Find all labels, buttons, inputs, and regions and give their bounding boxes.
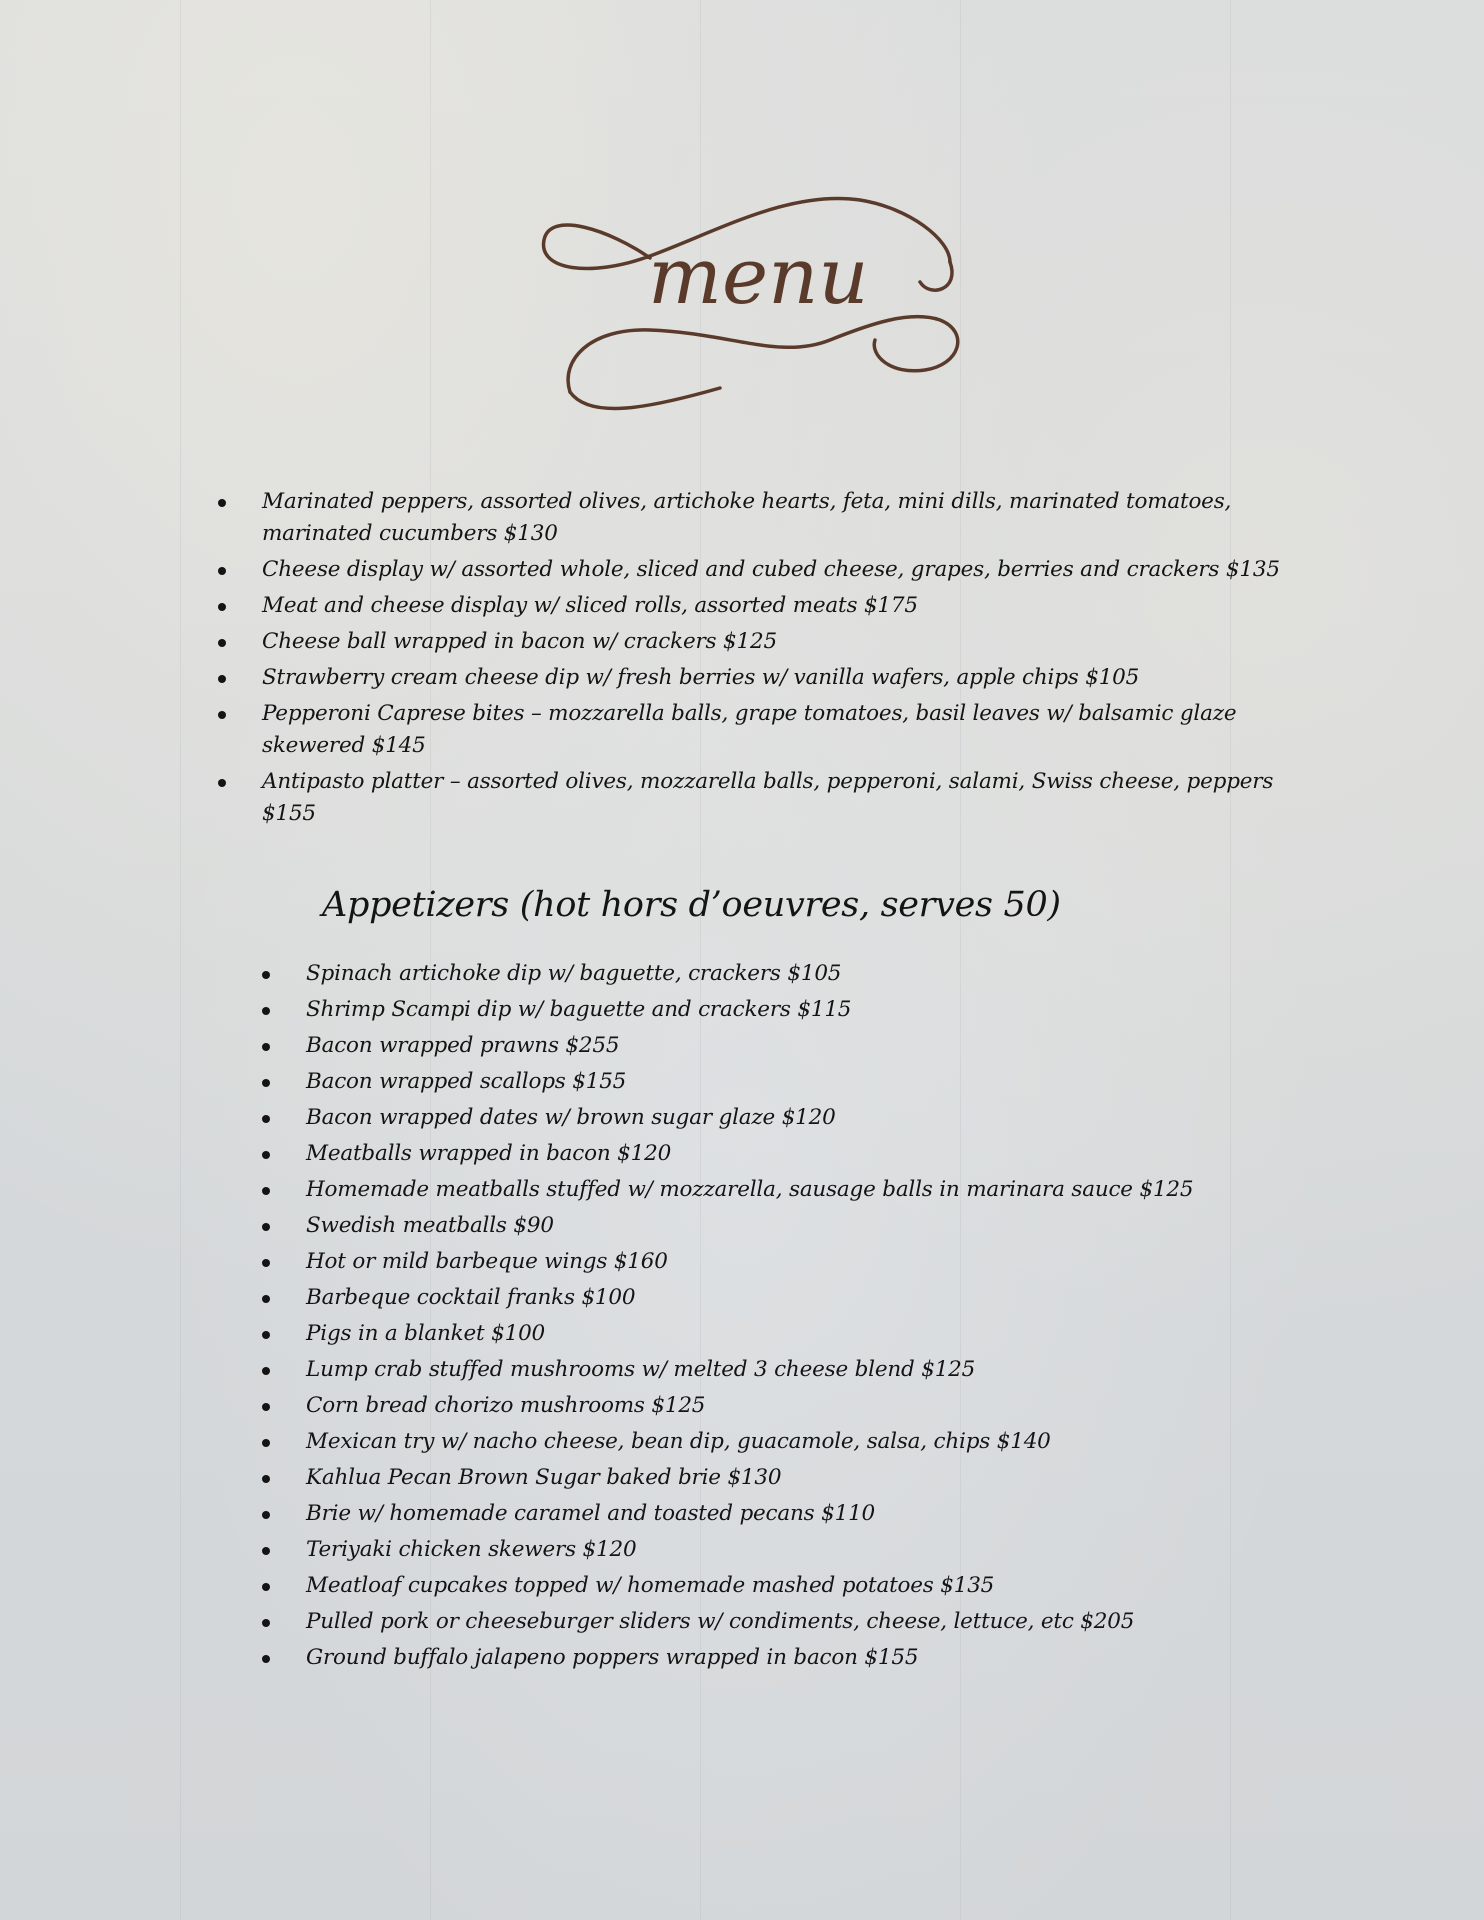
list-item: [258, 1354, 1318, 1386]
list-item: [258, 1102, 1318, 1134]
item-text: Spinach artichoke dip w/ baguette, crackers $105: [306, 961, 842, 986]
bullet-icon: [262, 1295, 270, 1303]
bullet-icon: [218, 779, 226, 787]
bullet-icon: [262, 971, 270, 979]
list-item: [214, 662, 1324, 694]
item-text: Meatballs wrapped in bacon $120: [306, 1141, 672, 1166]
list-item: [258, 1498, 1318, 1530]
item-text: Brie w/ homemade caramel and toasted pecans $110: [306, 1501, 876, 1526]
list-item: [258, 1138, 1318, 1170]
item-text: Lump crab stuffed mushrooms w/ melted 3 cheese blend $125: [306, 1357, 976, 1382]
bullet-icon: [218, 711, 226, 719]
bullet-icon: [262, 1007, 270, 1015]
hot-appetizers-heading: Appetizers (hot hors d’oeuvres, serves 50): [322, 885, 1061, 925]
list-item: [258, 1318, 1318, 1350]
item-text: Hot or mild barbeque wings $160: [306, 1249, 668, 1274]
list-item: [258, 1534, 1318, 1566]
bullet-icon: [262, 1367, 270, 1375]
item-text: Corn bread chorizo mushrooms $125: [306, 1393, 706, 1418]
item-text: Cheese display w/ assorted whole, sliced and cubed cheese, grapes, berries and crackers $135: [262, 557, 1280, 582]
cold-appetizer-list: [214, 486, 1324, 834]
item-text: Bacon wrapped scallops $155: [306, 1069, 627, 1094]
list-item: [214, 698, 1324, 762]
bullet-icon: [262, 1475, 270, 1483]
list-item: [258, 958, 1318, 990]
hot-appetizer-list: [258, 958, 1318, 1678]
bullet-icon: [262, 1547, 270, 1555]
bullet-icon: [262, 1187, 270, 1195]
list-item: [258, 1282, 1318, 1314]
list-item: [214, 554, 1324, 586]
list-item: [214, 590, 1324, 622]
list-item: [258, 1642, 1318, 1674]
item-text: Bacon wrapped dates w/ brown sugar glaze $120: [306, 1105, 836, 1130]
bullet-icon: [218, 639, 226, 647]
bullet-icon: [262, 1331, 270, 1339]
item-text: Cheese ball wrapped in bacon w/ crackers $125: [262, 629, 777, 654]
list-item: [258, 1030, 1318, 1062]
list-item: [258, 994, 1318, 1026]
item-text: Mexican try w/ nacho cheese, bean dip, guacamole, salsa, chips $140: [306, 1429, 1051, 1454]
bullet-icon: [218, 675, 226, 683]
menu-script-logo: [530, 170, 970, 420]
item-text: Meatloaf cupcakes topped w/ homemade mashed potatoes $135: [306, 1573, 995, 1598]
item-text: Antipasto platter – assorted olives, mozzarella balls, pepperoni, salami, Swiss cheese, peppers $155: [262, 769, 1274, 826]
item-text: Marinated peppers, assorted olives, artichoke hearts, feta, mini dills, marinated tomatoes, marinated cucumbers $130: [262, 489, 1232, 546]
bullet-icon: [262, 1115, 270, 1123]
list-item: [258, 1606, 1318, 1638]
list-item: [258, 1066, 1318, 1098]
bullet-icon: [262, 1151, 270, 1159]
bullet-icon: [262, 1043, 270, 1051]
bullet-icon: [262, 1259, 270, 1267]
item-text: Kahlua Pecan Brown Sugar baked brie $130: [306, 1465, 782, 1490]
bullet-icon: [218, 567, 226, 575]
item-text: Homemade meatballs stuffed w/ mozzarella, sausage balls in marinara sauce $125: [306, 1177, 1194, 1202]
item-text: Ground buffalo jalapeno poppers wrapped in bacon $155: [306, 1645, 919, 1670]
item-text: Bacon wrapped prawns $255: [306, 1033, 620, 1058]
bullet-icon: [262, 1511, 270, 1519]
list-item: [258, 1570, 1318, 1602]
list-item: [258, 1246, 1318, 1278]
list-item: [258, 1210, 1318, 1242]
bullet-icon: [262, 1403, 270, 1411]
bullet-icon: [262, 1223, 270, 1231]
list-item: [258, 1390, 1318, 1422]
logo-text: menu: [648, 232, 869, 322]
item-text: Shrimp Scampi dip w/ baguette and crackers $115: [306, 997, 852, 1022]
item-text: Swedish meatballs $90: [306, 1213, 554, 1238]
bullet-icon: [262, 1583, 270, 1591]
list-item: [258, 1426, 1318, 1458]
bullet-icon: [262, 1439, 270, 1447]
list-item: [258, 1462, 1318, 1494]
bullet-icon: [262, 1619, 270, 1627]
list-item: [214, 486, 1324, 550]
item-text: Meat and cheese display w/ sliced rolls, assorted meats $175: [262, 593, 918, 618]
bullet-icon: [218, 499, 226, 507]
bullet-icon: [218, 603, 226, 611]
list-item: [258, 1174, 1318, 1206]
item-text: Strawberry cream cheese dip w/ fresh berries w/ vanilla wafers, apple chips $105: [262, 665, 1140, 690]
list-item: [214, 626, 1324, 658]
item-text: Teriyaki chicken skewers $120: [306, 1537, 637, 1562]
wood-grain-line: [180, 0, 181, 1920]
bullet-icon: [262, 1655, 270, 1663]
item-text: Pepperoni Caprese bites – mozzarella balls, grape tomatoes, basil leaves w/ balsamic glaze skewered $145: [262, 701, 1237, 758]
item-text: Pigs in a blanket $100: [306, 1321, 546, 1346]
item-text: Pulled pork or cheeseburger sliders w/ condiments, cheese, lettuce, etc $205: [306, 1609, 1135, 1634]
bullet-icon: [262, 1079, 270, 1087]
list-item: [214, 766, 1324, 830]
item-text: Barbeque cocktail franks $100: [306, 1285, 636, 1310]
